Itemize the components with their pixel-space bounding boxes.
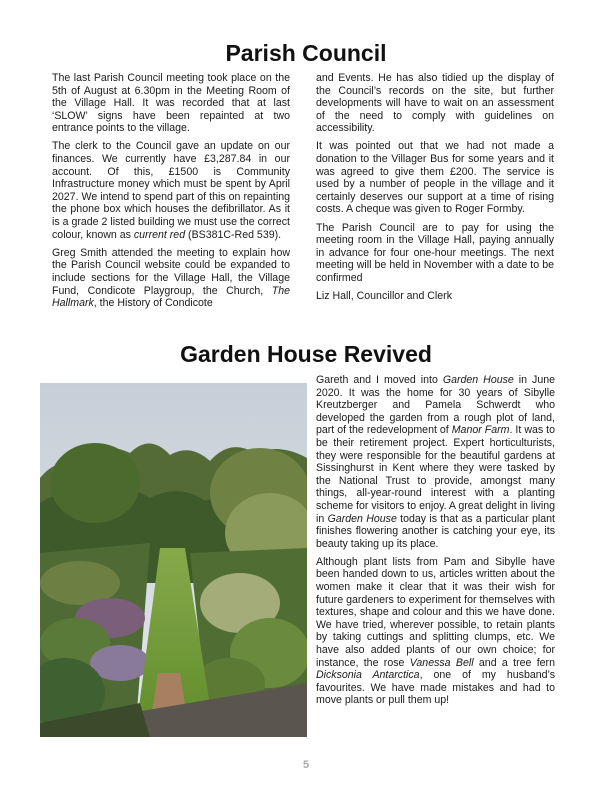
garden-house-article <box>316 374 555 712</box>
italic-text: current red <box>133 228 186 241</box>
page-title-parish-council: Parish Council <box>225 40 387 66</box>
italic-text: The Hallmark <box>52 284 290 310</box>
italic-text: Garden House <box>327 512 397 525</box>
paragraph: The Parish Council are to pay for using the meeting room in the Village Hall, paying annually in advance for four one-hour meetings. The next meeting will be held in November with a date to be confirmed <box>316 221 554 284</box>
italic-text: Vanessa Bell <box>409 656 474 669</box>
paragraph: It was pointed out that we had not made a donation to the Villager Bus for some years and it was agreed to give them £200. The service is used by a number of people in the village and it certainly deserves our support at a time of rising costs. A cheque was given to Roger Formby. <box>316 140 554 216</box>
section-title-garden-house: Garden House Revived <box>180 341 432 367</box>
paragraph: Greg Smith attended the meeting to explain how the Parish Council website could be expanded to include sections for the Village Hall, the Village Fund, Condicote Playgroup, the Church, The Hallmark, the History of Condicote <box>52 246 290 310</box>
italic-text: Manor Farm <box>451 424 510 437</box>
page-number: 5 <box>302 759 310 771</box>
garden-photo <box>40 383 307 737</box>
italic-text: Dicksonia Antarctica <box>316 669 420 682</box>
paragraph: Although plant lists from Pam and Sibylle have been handed down to us, articles written about the women make it clear that it was their wish for future gardeners to experiment for themselves with textures, shape and colour and this we have done. We have tried, wherever possible, to retain plants by taking cuttings and splitting clumps, etc. We have also added plants of our own choice; for instance, the rose Vanessa Bell and a tree fern Dicksonia Antarctica, one of my husband’s favourites. We have made mistakes and had to move plants or pull them up! <box>316 555 555 707</box>
paragraph: The last Parish Council meeting took place on the 5th of August at 6.30pm in the Meeting Room of the Village Hall. It was recorded that at last ‘SLOW’ signs have been repainted at two entrance points to the village. <box>52 72 290 135</box>
paragraph: The clerk to the Council gave an update on our finances. We currently have £3,287.84 in our account. Of this, £1500 is Community Infrastructure money which must be spent by April 2027. We intend to spend part of this on repainting the phone box which houses the defibrillator. As it is a grade 2 listed building we must use the correct colour, known as current red (BS381C-Red 539). <box>52 140 290 241</box>
parish-council-column-2 <box>316 72 554 308</box>
paragraph: Gareth and I moved into Garden House in June 2020. It was the home for 30 years of Sibylle Kreutzberger and Pamela Schwerdt who developed the garden from a rough plot of land, part of the redevelopment of Manor Farm. It was to be their retirement project. Expert horticulturists, they were responsible for the beautiful gardens at Sissinghurst in Kent where they were tasked by the National Trust to provide, amongst many things, all-year-round interest with a planting scheme for visitors to enjoy. A great delight in living in Garden House today is that as a particular plant finishes flowering another is catching your eye, its beauty taking up its place. <box>316 374 555 550</box>
paragraph: and Events. He has also tidied up the display of the Council’s records on the site, but further developments will have to wait on an assessment of the need to comply with guidelines on accessibility. <box>316 72 554 135</box>
paragraph: Liz Hall, Councillor and Clerk <box>316 290 453 302</box>
parish-council-column-1 <box>52 72 290 315</box>
italic-text: Garden House <box>442 374 514 386</box>
